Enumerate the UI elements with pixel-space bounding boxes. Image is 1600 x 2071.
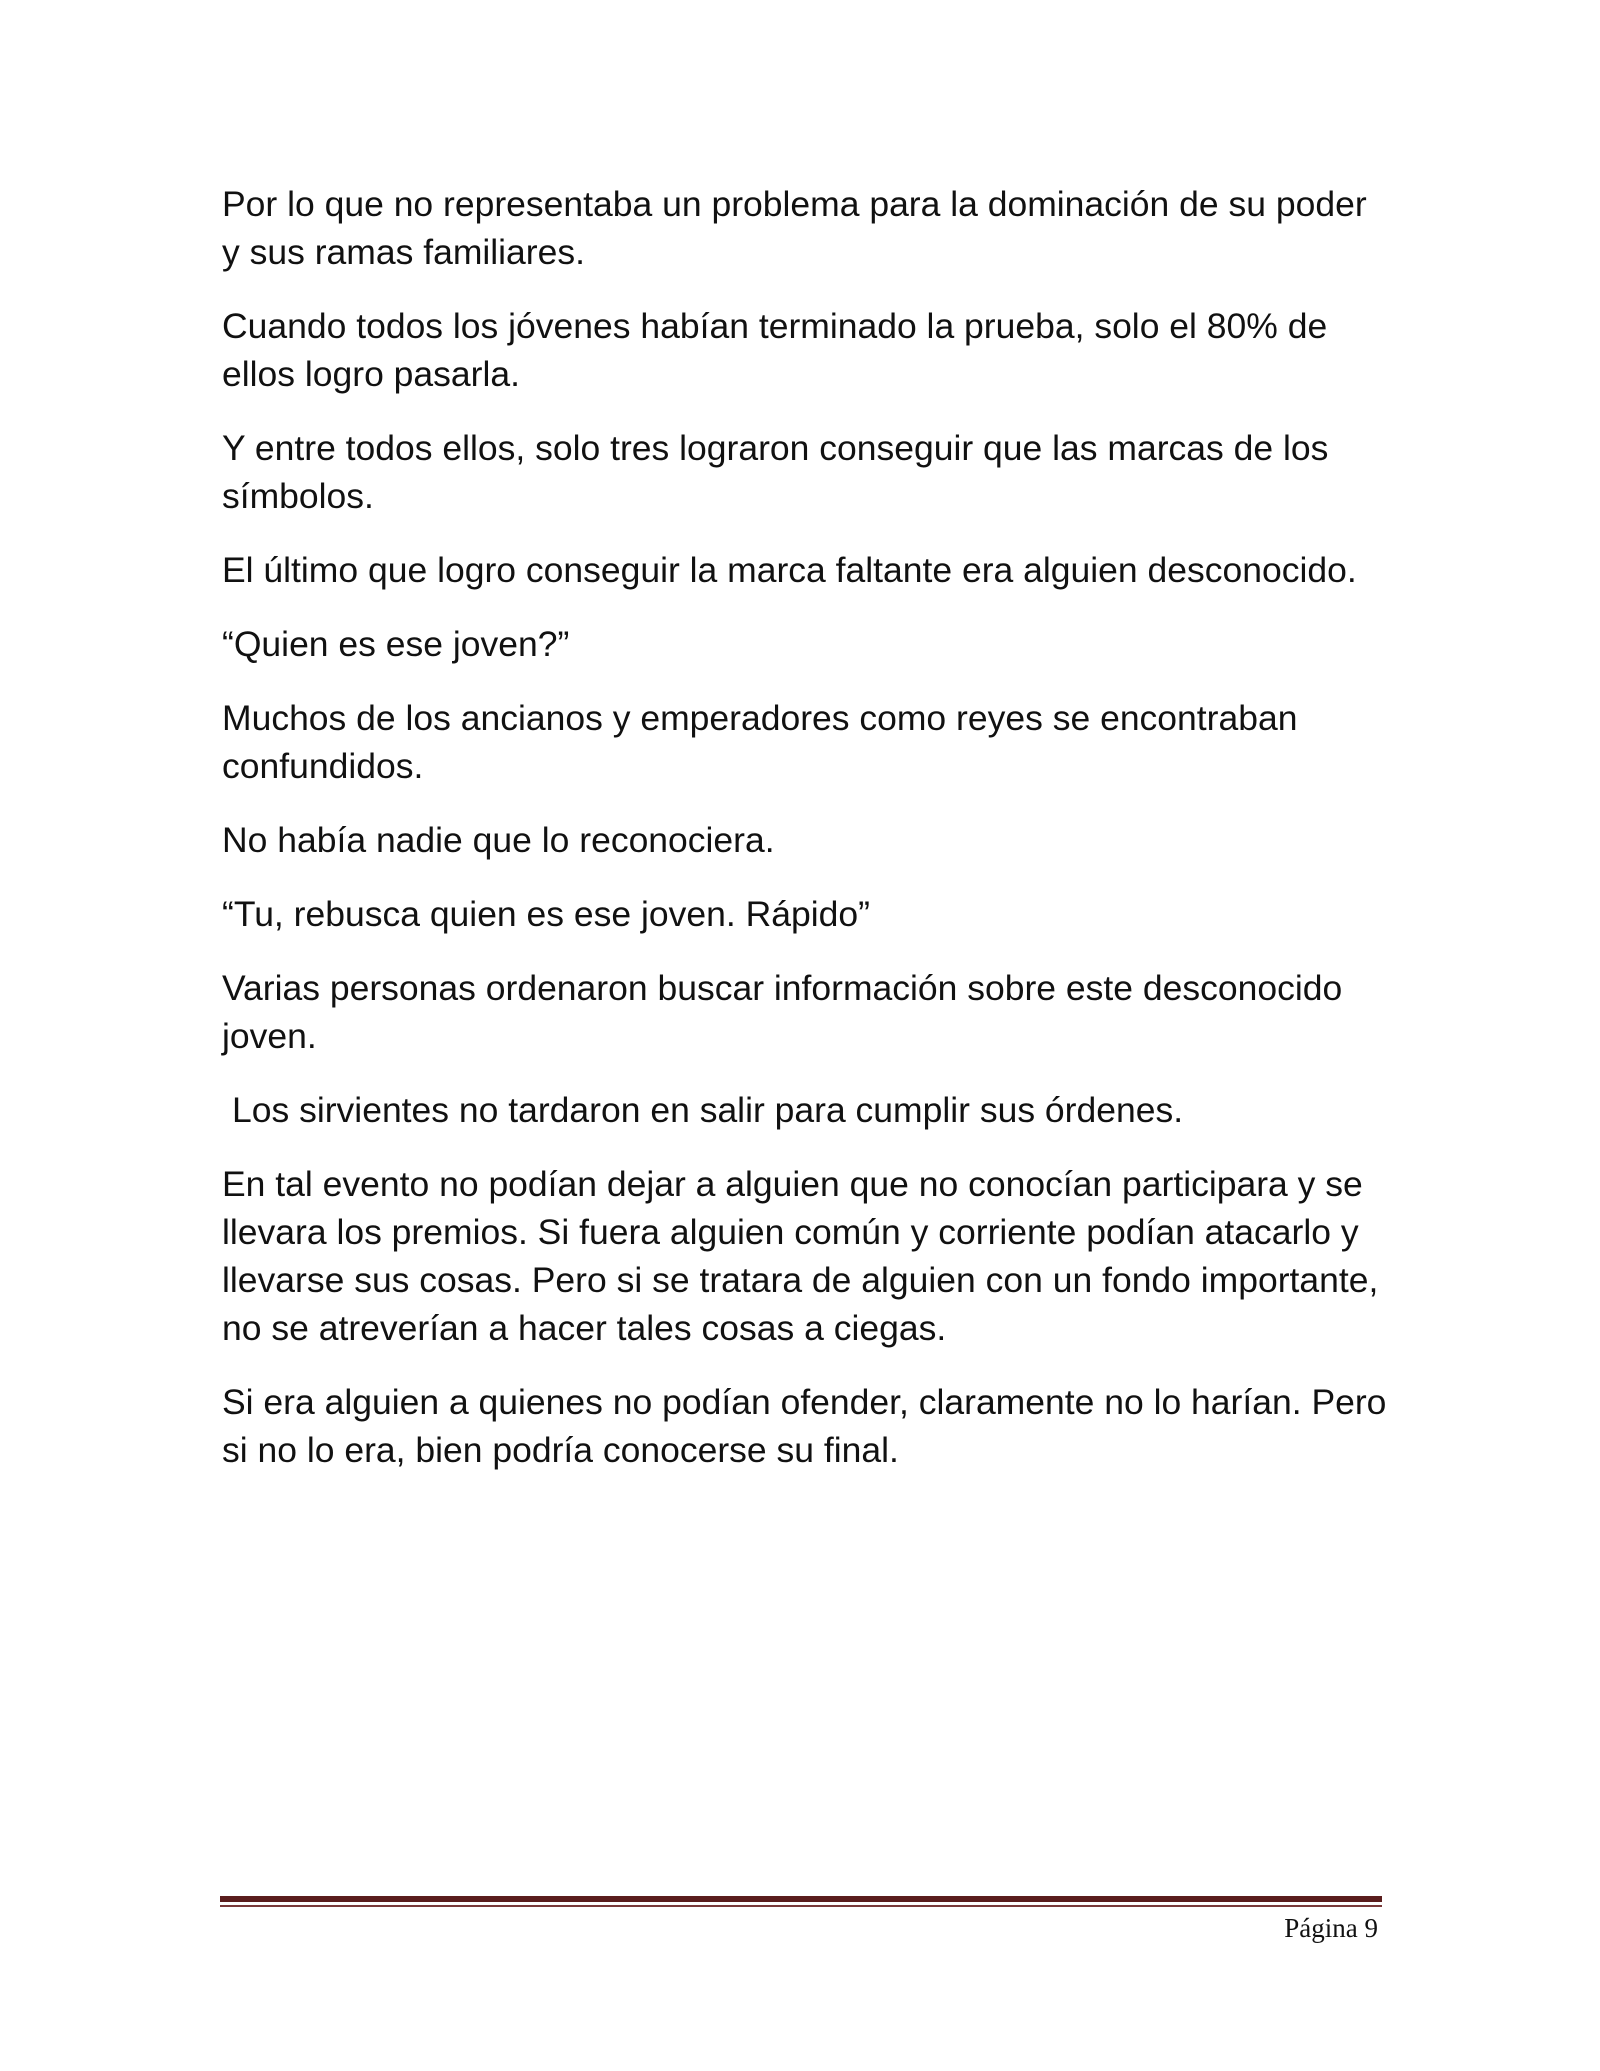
paragraph: Varias personas ordenaron buscar información sobre este desconocido joven. bbox=[222, 968, 1343, 1056]
paragraph: Los sirvientes no tardaron en salir para cumplir sus órdenes. bbox=[232, 1090, 1184, 1130]
paragraph: Cuando todos los jóvenes habían terminado la prueba, solo el 80% de ellos logro pasarla. bbox=[222, 306, 1328, 394]
paragraph: Si era alguien a quienes no podían ofender, claramente no lo harían. Pero si no lo era, bien podría conocerse su final. bbox=[222, 1382, 1387, 1470]
paragraph: No había nadie que lo reconociera. bbox=[222, 820, 775, 860]
footer-rule-thick bbox=[220, 1896, 1382, 1902]
paragraph: Y entre todos ellos, solo tres lograron conseguir que las marcas de los símbolos. bbox=[222, 428, 1329, 516]
dialogue-paragraph: “Quien es ese joven?” bbox=[222, 624, 570, 664]
dialogue-paragraph: “Tu, rebusca quien es ese joven. Rápido” bbox=[222, 894, 870, 934]
page-number: Página 9 bbox=[1284, 1913, 1378, 1943]
paragraph: Muchos de los ancianos y emperadores como reyes se encontraban confundidos. bbox=[222, 698, 1298, 786]
page-body bbox=[222, 180, 1392, 1500]
paragraph: En tal evento no podían dejar a alguien que no conocían participara y se llevara los premios. Si fuera alguien común y corriente podían atacarlo y llevarse sus cosas. Pero si se tratara de alguien con un fondo importante, no se atreverían a hacer tales cosas a ciegas. bbox=[222, 1164, 1379, 1348]
paragraph: Por lo que no representaba un problema para la dominación de su poder y sus ramas familiares. bbox=[222, 184, 1367, 272]
paragraph: El último que logro conseguir la marca faltante era alguien desconocido. bbox=[222, 550, 1357, 590]
footer-rule-thin bbox=[220, 1905, 1382, 1907]
